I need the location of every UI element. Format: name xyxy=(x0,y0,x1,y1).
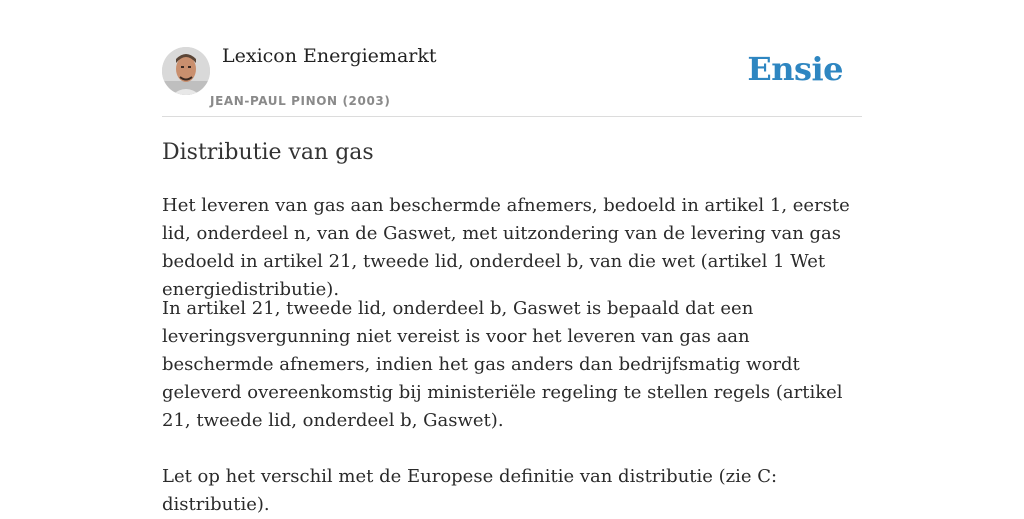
book-title[interactable]: Lexicon Energiemarkt xyxy=(222,45,437,67)
author-portrait-icon[interactable] xyxy=(162,47,210,95)
entry-card xyxy=(162,0,862,515)
author-name[interactable]: JEAN-PAUL PINON (2003) xyxy=(210,94,391,108)
entry-paragraph: Let op het verschil met de Europese definitie van distributie (zie C: distributie). xyxy=(162,466,778,515)
ensie-logo[interactable]: Ensie xyxy=(747,50,843,88)
entry-title: Distributie van gas xyxy=(162,140,374,165)
entry-paragraph: Het leveren van gas aan beschermde afnemers, bedoeld in artikel 1, eerste lid, onderdeel n, van de Gaswet, met uitzondering van de levering van gas bedoeld in artikel 21, tweede lid, onderdeel b, van die wet (artikel 1 Wet energiedistributie). xyxy=(162,195,850,300)
entry-header xyxy=(162,0,862,117)
entry-paragraph: In artikel 21, tweede lid, onderdeel b, Gaswet is bepaald dat een leveringsvergunning niet vereist is voor het leveren van gas aan beschermde afnemers, indien het gas anders dan bedrijfsmatig wordt geleverd overeenkomstig bij ministeriële regeling te stellen regels (artikel 21, tweede lid, onderdeel b, Gaswet). xyxy=(162,298,843,431)
